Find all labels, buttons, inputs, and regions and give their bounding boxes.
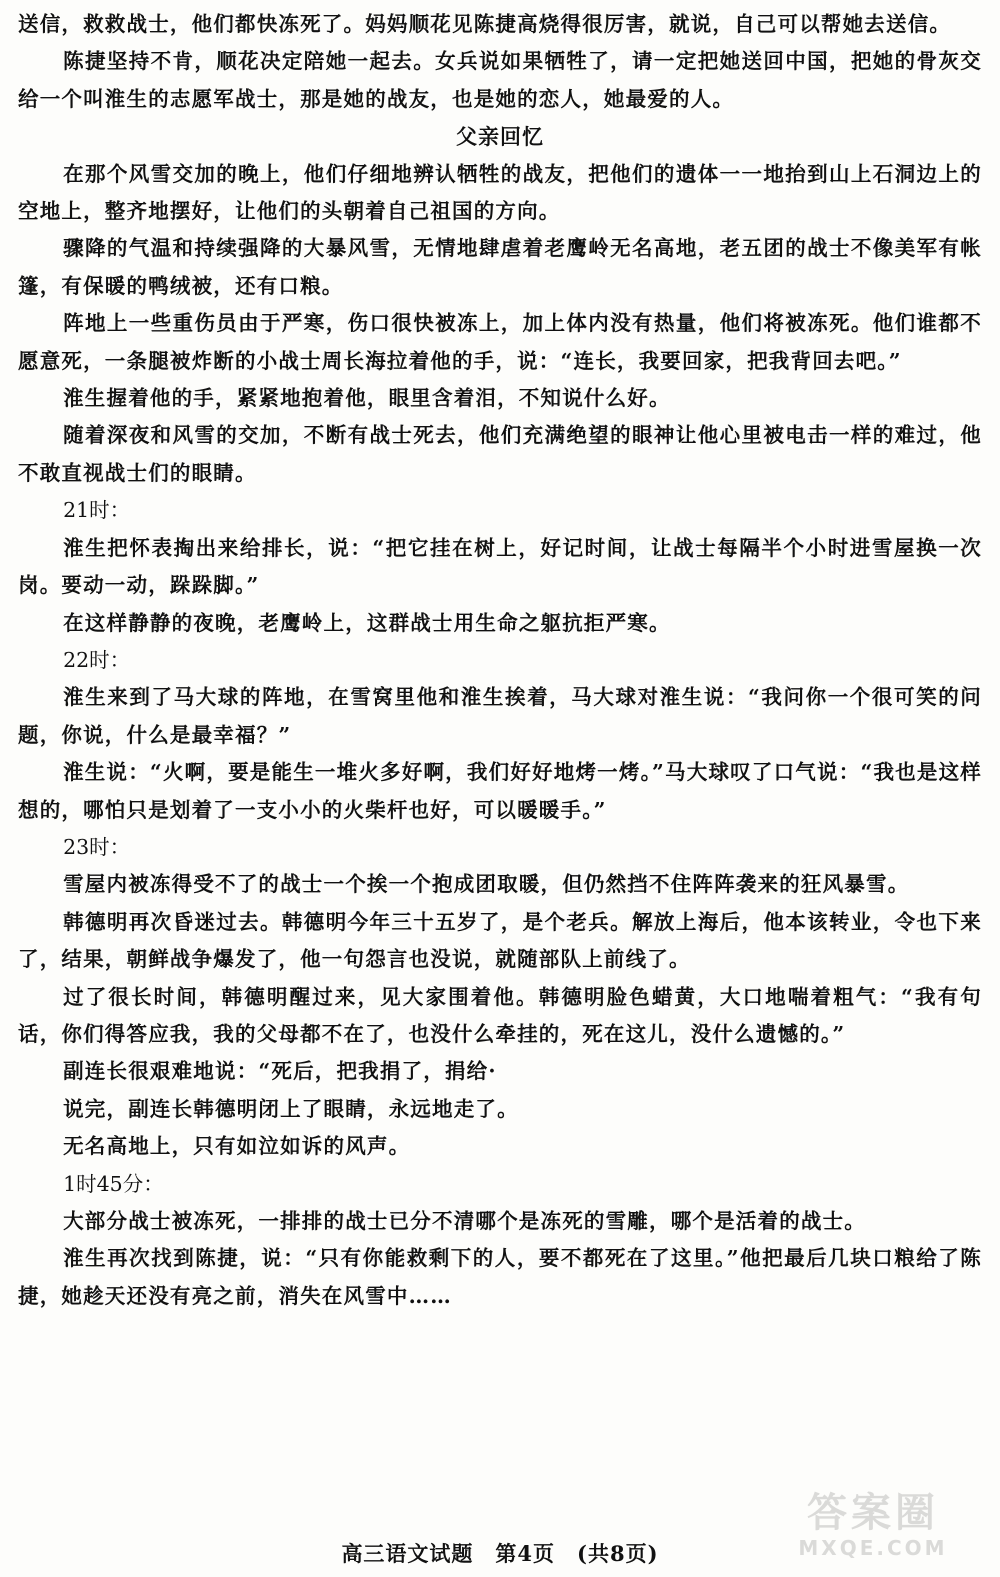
paragraph-continuation: 送信，救救战士，他们都快冻死了。妈妈顺花见陈捷高烧得很厉害，就说，自己可以帮她去送信。 bbox=[18, 12, 952, 36]
section-title: 父亲回忆 bbox=[456, 124, 544, 150]
paragraph: 阵地上一些重伤员由于严寒，伤口很快被冻上，加上体内没有热量，他们将被冻死。他们谁都不愿意死，一条腿被炸断的小战士周长海拉着他的手，说：“连长，我要回家，把我背回去吧。” bbox=[18, 311, 982, 373]
paragraph: 淮生握着他的手，紧紧地抱着他，眼里含着泪，不知说什么好。 bbox=[63, 386, 671, 411]
paragraph: 韩德明再次昏迷过去。韩德明今年三十五岁了，是个老兵。解放上海后，他本该转业，令也下来了，结果，朝鲜战争爆发了，他一句怨言也没说，就随部队上前线了。 bbox=[18, 909, 982, 972]
paragraph: 随着深夜和风雪的交加，不断有战士死去，他们充满绝望的眼神让他心里被电击一样的难过，他不敢直视战士们的眼睛。 bbox=[18, 423, 982, 485]
time-marker-23: 23时： bbox=[63, 834, 131, 859]
paragraph: 淮生把怀表掏出来给排长，说：“把它挂在树上，好记时间，让战士每隔半个小时进雪屋换一次岗。要动一动，跺跺脚。” bbox=[18, 535, 982, 598]
time-marker-21: 21时： bbox=[63, 498, 131, 523]
paragraph: 副连长很艰难地说：“死后，把我捐了，捐给· bbox=[63, 1059, 497, 1084]
time-marker-1-45: 1时45分： bbox=[63, 1171, 164, 1196]
watermark-top-text: 答案圈 bbox=[807, 1490, 939, 1536]
paragraph: 淮生再次找到陈捷，说：“只有你能救剩下的人，要不都死在了这里。”他把最后几块口粮给了陈捷，她趁天还没有亮之前，消失在风雪中…… bbox=[18, 1246, 982, 1308]
paragraph: 骤降的气温和持续强降的大暴风雪，无情地肆虐着老鹰岭无名高地，老五团的战士不像美军有帐篷，有保暖的鸭绒被，还有口粮。 bbox=[18, 236, 982, 298]
time-marker-22: 22时： bbox=[63, 647, 131, 672]
paragraph: 在这样静静的夜晚，老鹰岭上，这群战士用生命之躯抗拒严寒。 bbox=[63, 610, 671, 635]
paragraph: 大部分战士被冻死，一排排的战士已分不清哪个是冻死的雪雕，哪个是活着的战士。 bbox=[63, 1209, 866, 1233]
paragraph: 说完，副连长韩德明闭上了眼睛，永远地走了。 bbox=[63, 1096, 519, 1121]
document-body bbox=[18, 6, 982, 1315]
watermark-bottom-text: MXQE.COM bbox=[798, 1536, 948, 1560]
paragraph: 淮生来到了马大球的阵地，在雪窝里他和淮生挨着，马大球对淮生说：“我问你一个很可笑的问题，你说，什么是最幸福？” bbox=[18, 685, 982, 747]
paragraph: 在那个风雪交加的晚上，他们仔细地辨认牺牲的战友，把他们的遗体一一地抬到山上石洞边上的空地上，整齐地摆好，让他们的头朝着自己祖国的方向。 bbox=[18, 161, 982, 224]
watermark-logo bbox=[768, 1490, 978, 1570]
paragraph: 雪屋内被冻得受不了的战士一个挨一个抱成团取暖，但仍然挡不住阵阵袭来的狂风暴雪。 bbox=[63, 872, 910, 897]
paragraph: 过了很长时间，韩德明醒过来，见大家围着他。韩德明脸色蜡黄，大口地喘着粗气：“我有句话，你们得答应我，我的父母都不在了，也没什么牵挂的，死在这儿，没什么遗憾的。” bbox=[18, 984, 982, 1046]
paragraph: 陈捷坚持不肯，顺花决定陪她一起去。女兵说如果牺牲了，请一定把她送回中国，把她的骨灰交给一个叫淮生的志愿军战士，那是她的战友，也是她的恋人，她最爱的人。 bbox=[18, 49, 982, 111]
page-footer: 高三语文试题 第4页 (共8页) bbox=[341, 1541, 659, 1566]
paragraph: 无名高地上，只有如泣如诉的风声。 bbox=[63, 1134, 411, 1159]
paragraph: 淮生说：“火啊，要是能生一堆火多好啊，我们好好地烤一烤。”马大球叹了口气说：“我也是这样想的，哪怕只是划着了一支小小的火柴杆也好，可以暖暖手。” bbox=[18, 760, 982, 822]
